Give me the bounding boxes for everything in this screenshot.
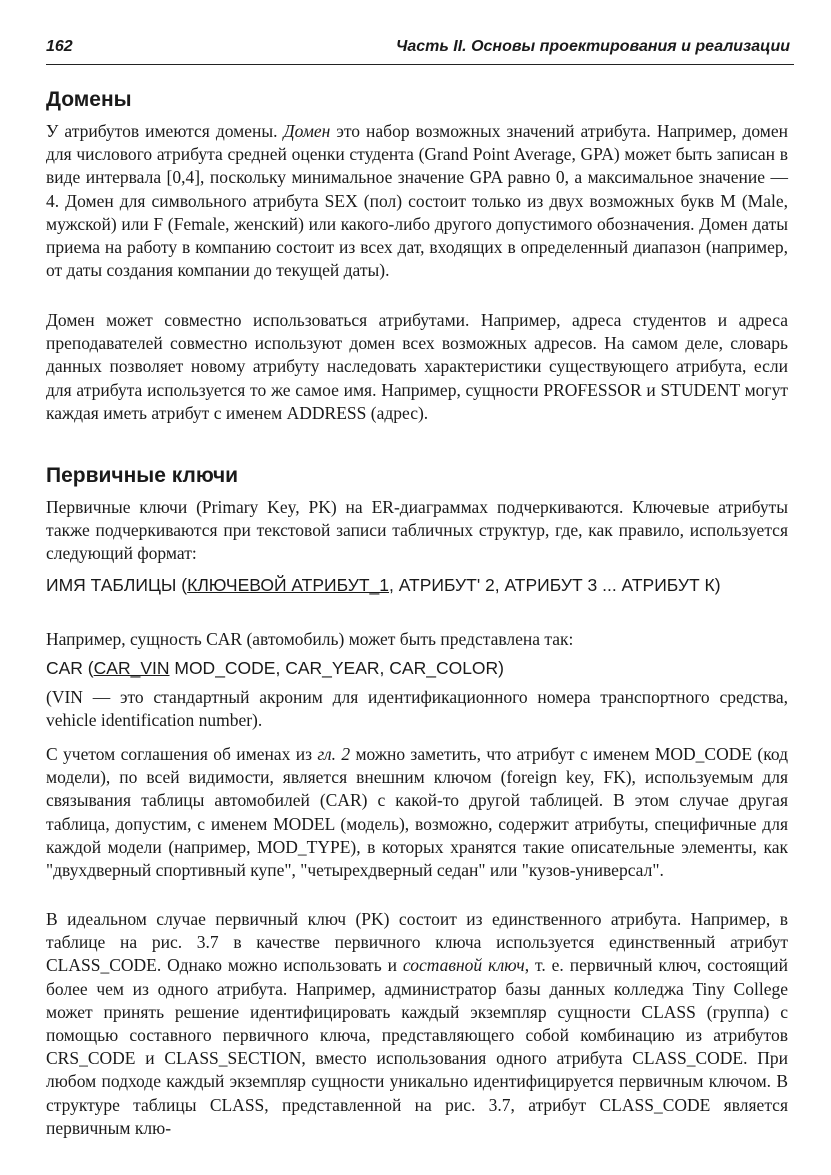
paragraph-pk-3: (VIN — это стандартный акроним для идентификационного номера транспортного средства, vehicle identification number). xyxy=(46,687,788,731)
text-run: С учетом соглашения об именах из xyxy=(46,744,318,764)
text-run: У атрибутов имеются домены. xyxy=(46,121,284,141)
page-number: 162 xyxy=(46,38,73,55)
paragraph-domains-2: Домен может совместно использоваться атрибутами. Например, адреса студентов и адреса преподавателей совместно используют домен всех возможных адресов. На самом деле, словарь данных позволяет новому атрибуту наследовать характеристики существующего атрибута, если для атрибута используется то же самое имя. Например, сущности PROFESSOR и STUDENT могут каждая иметь атрибут с именем ADDRESS (адрес). xyxy=(46,310,788,423)
page-header xyxy=(46,38,794,65)
heading-primary-keys: Первичные ключи xyxy=(46,464,239,487)
text-run: CAR ( xyxy=(46,658,94,678)
primary-key-attribute: КЛЮЧЕВОЙ АТРИБУТ_1 xyxy=(187,575,389,595)
paragraph-pk-2: Например, сущность CAR (автомобиль) может быть представлена так: xyxy=(46,629,574,649)
heading-domains: Домены xyxy=(46,88,132,111)
text-run: ИМЯ ТАБЛИЦЫ ( xyxy=(46,575,188,595)
paragraph-pk-1: Первичные ключи (Primary Key, PK) на ER-диаграммах подчеркиваются. Ключевые атрибуты также подчеркиваются при текстовой записи табличных структур, где, как правило, используется следующий формат: xyxy=(46,497,788,564)
term-composite-key: составной ключ xyxy=(402,955,525,976)
car-structure-line xyxy=(46,657,788,680)
car-primary-key: CAR_VIN xyxy=(93,658,170,678)
paragraph-domains-1 xyxy=(46,120,788,282)
running-title: Часть II. Основы проектирования и реализации xyxy=(395,38,790,55)
table-format-line xyxy=(46,574,788,597)
term-domain: Домен xyxy=(283,121,331,141)
text-run: можно заметить, что атрибут с именем MOD_CODE (код модели), по всей видимости, является внешним ключом (foreign key, FK), используемым для связывания таблицы автомобилей (CAR) с какой-то другой таблицей. В этом случае другая таблица, допустим, с именем MODEL (модель), возможно, содержит атрибуты, специфичные для каждой модели (например, MOD_TYPE), в которых хранятся такие описательные элементы, как "двухдверный спортивный купе", "четырехдверный седан" или "кузов-универсал". xyxy=(46,744,789,881)
text-run: , т. е. первичный ключ, состоящий более чем из одного атрибута. Например, администратор базы данных колледжа Tiny College может принять решение идентифицировать каждый экземпляр сущности CLASS (группа) с помощью составного первичного ключа, представляющего собой комбинацию из атрибутов CRS_CODE и CLASS_SECTION, вместо использования одного атрибута CLASS_CODE. При любом подходе каждый экземпляр сущности уникально идентифицируется первичным ключом. В структуре таблицы CLASS, представленной на рис. 3.7, атрибут CLASS_CODE является первичным клю- xyxy=(46,955,789,1138)
paragraph-pk-4 xyxy=(46,743,788,882)
text-run: , АТРИБУТ' 2, АТРИБУТ 3 ... АТРИБУТ К) xyxy=(388,575,721,595)
paragraph-pk-5 xyxy=(46,908,788,1140)
text-run: MOD_CODE, CAR_YEAR, CAR_COLOR) xyxy=(169,658,505,678)
text-run: это набор возможных значений атрибута. Например, домен для числового атрибута средней оценки студента (Grand Point Average, GPA) может быть записан в виде интервала [0,4], поскольку минимальное значение GPA равно 0, а максимальное значение — 4. Домен для символьного атрибута SEX (пол) состоит только из двух возможных букв M (Male, мужской) или F (Female, женский) или какого-либо другого допустимого обозначения. Домен даты приема на работу в компанию состоит из всех дат, входящих в определенный диапазон (например, от даты создания компании до текущей даты). xyxy=(46,121,788,281)
chapter-reference: гл. 2 xyxy=(317,744,351,764)
text-run: В идеальном случае первичный ключ (PK) состоит из единственного атрибута. Например, в таблице на рис. 3.7 в качестве первичного ключа используется единственный атрибут CLASS_CODE. Однако можно использовать и xyxy=(46,909,788,976)
